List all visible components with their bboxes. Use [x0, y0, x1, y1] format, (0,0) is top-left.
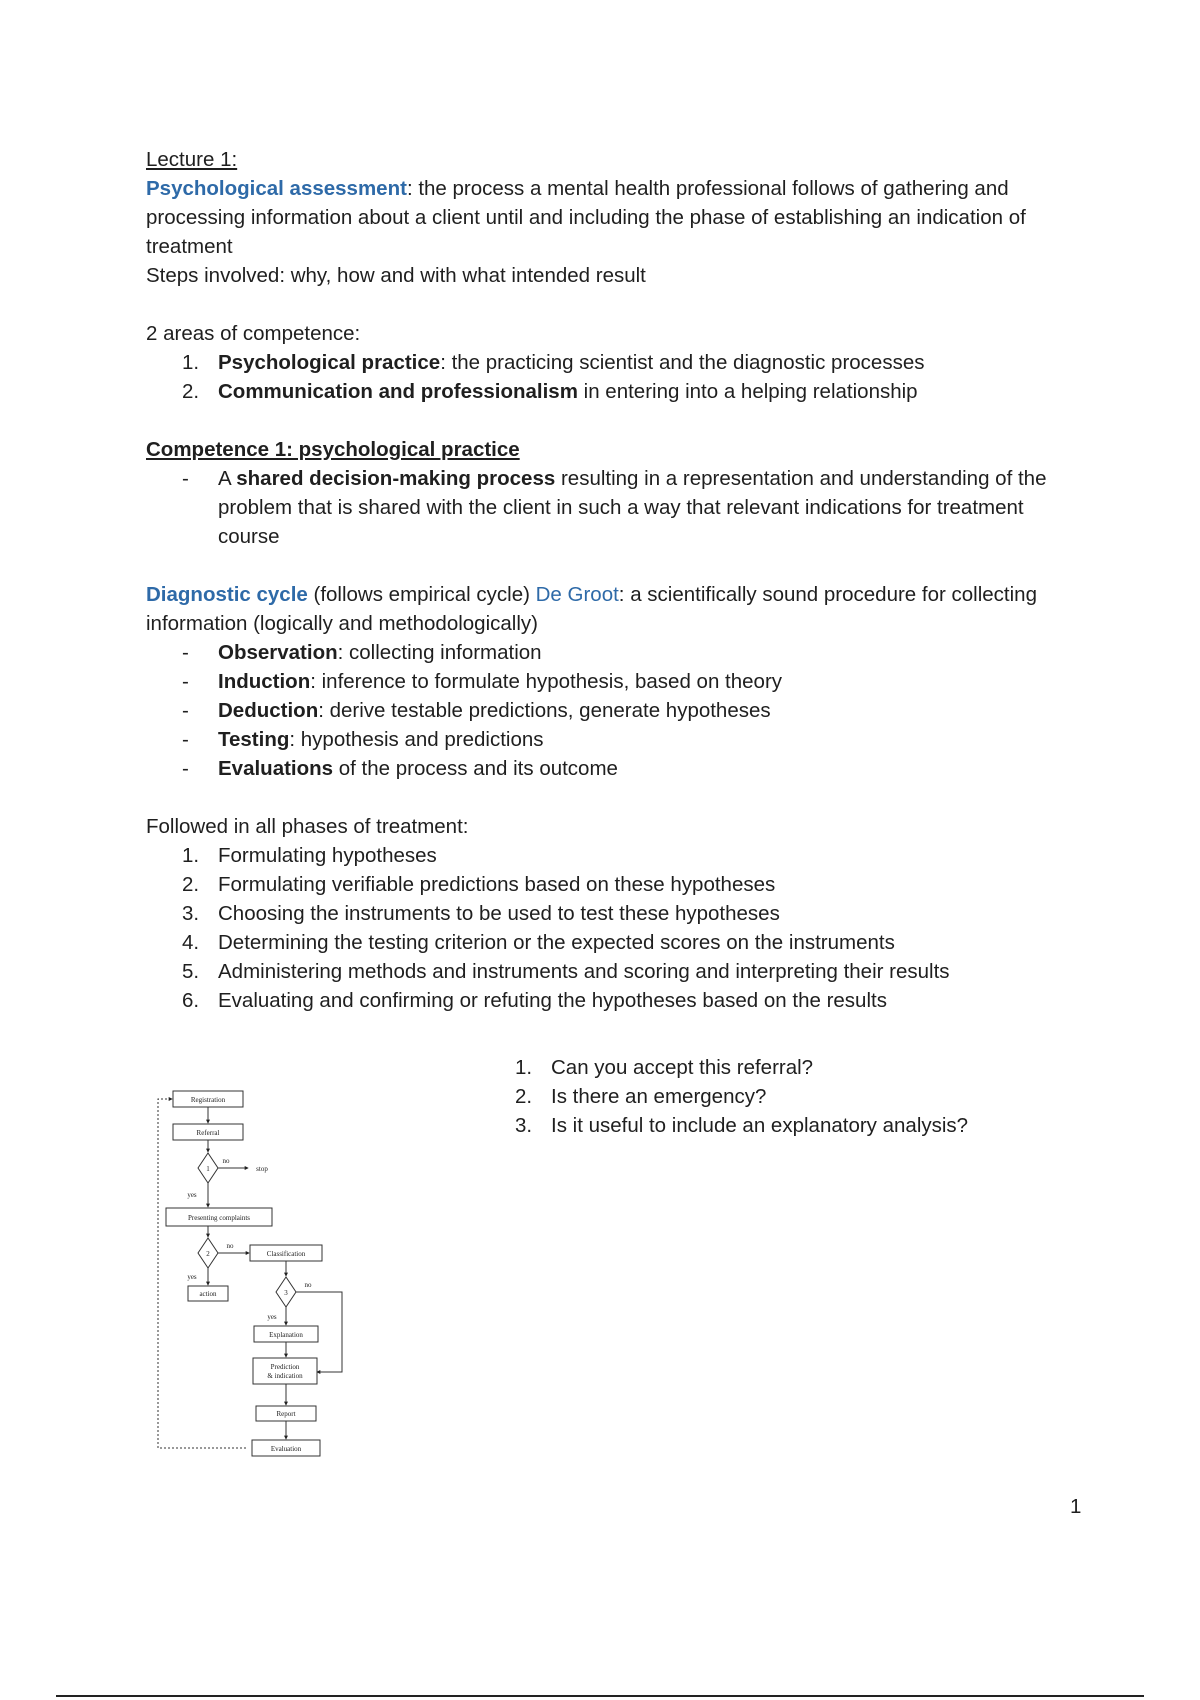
- phases-list: [146, 841, 1086, 1015]
- list-item: 2. Is there an emergency?: [515, 1085, 767, 1108]
- diagnostic-cycle-intro: Diagnostic cycle (follows empirical cycle) De Groot: a scientifically sound procedure for collecting information (logically and methodologically): [146, 583, 1037, 635]
- competence-areas-heading: 2 areas of competence:: [146, 322, 361, 345]
- list-item: - Evaluations of the process and its outcome: [182, 757, 618, 780]
- explanation-label: Explanation: [269, 1331, 303, 1339]
- phases-heading: Followed in all phases of treatment:: [146, 815, 469, 838]
- presenting-complaints-label: Presenting complaints: [187, 1214, 251, 1222]
- document-body: [146, 145, 1086, 1015]
- list-item: - Induction: inference to formulate hypothesis, based on theory: [182, 670, 783, 693]
- referral-label: Referral: [196, 1129, 220, 1137]
- list-item: 1. Can you accept this referral?: [515, 1056, 814, 1079]
- yes-3-label: yes: [267, 1313, 277, 1321]
- report-label: Report: [276, 1410, 296, 1418]
- diagnostic-cycle-steps: [146, 638, 1086, 783]
- page-number: 1: [1070, 1495, 1082, 1518]
- prediction-box: [253, 1358, 317, 1384]
- assessment-steps: Steps involved: why, how and with what intended result: [146, 264, 646, 287]
- classification-label: Classification: [266, 1250, 306, 1258]
- list-item: 2. Formulating verifiable predictions based on these hypotheses: [182, 873, 776, 896]
- de-groot-author: De Groot: [535, 583, 619, 606]
- action-label: action: [199, 1290, 217, 1298]
- list-item: - Testing: hypothesis and predictions: [182, 728, 544, 751]
- no-1-label: no: [222, 1157, 230, 1165]
- decision-3-label: 3: [284, 1289, 288, 1297]
- evaluation-label: Evaluation: [270, 1445, 302, 1453]
- referral-questions: [515, 1053, 1075, 1140]
- list-item: 4. Determining the testing criterion or the expected scores on the instruments: [182, 931, 895, 954]
- list-item: 1. Formulating hypotheses: [182, 844, 437, 867]
- footer-divider: [56, 1695, 1144, 1697]
- assessment-definition: Psychological assessment: the process a mental health professional follows of gathering and processing information about a client until and including the phase of establishing an indication of treatment: [146, 177, 1026, 258]
- diagnostic-flowchart: [150, 1083, 460, 1465]
- lecture-heading: Lecture 1:: [146, 148, 238, 171]
- list-item: - Observation: collecting information: [182, 641, 542, 664]
- list-item: 3. Is it useful to include an explanatory analysis?: [515, 1114, 969, 1137]
- competence-areas-list: [146, 348, 1086, 406]
- list-item: 3. Choosing the instruments to be used to test these hypotheses: [182, 902, 780, 925]
- stop-label: stop: [256, 1165, 268, 1173]
- assessment-term: Psychological assessment: [146, 177, 407, 200]
- list-item: 1. Psychological practice: the practicing scientist and the diagnostic processes: [182, 351, 925, 374]
- list-item: 6. Evaluating and confirming or refuting the hypotheses based on the results: [182, 989, 887, 1012]
- registration-label: Registration: [190, 1096, 226, 1104]
- yes-1-label: yes: [187, 1191, 197, 1199]
- list-item: 5. Administering methods and instruments and scoring and interpreting their results: [182, 960, 950, 983]
- decision-2-label: 2: [206, 1250, 210, 1258]
- no-2-label: no: [226, 1242, 234, 1250]
- diagnostic-cycle-term: Diagnostic cycle: [146, 583, 308, 606]
- flowchart-svg: [150, 1083, 460, 1465]
- feedback-loop-line: [158, 1099, 246, 1448]
- no-3-label: no: [304, 1281, 312, 1289]
- yes-2-label: yes: [187, 1273, 197, 1281]
- list-item: - Deduction: derive testable predictions, generate hypotheses: [182, 699, 771, 722]
- decision-1-label: 1: [206, 1165, 210, 1173]
- competence1-heading: Competence 1: psychological practice: [146, 438, 520, 461]
- competence1-list: [146, 464, 1086, 551]
- list-item: 2. Communication and professionalism in entering into a helping relationship: [182, 380, 918, 403]
- list-item: - A shared decision-making process resulting in a representation and understanding of the problem that is shared with the client in such a way that relevant indications for treatment course: [182, 467, 1047, 548]
- prediction-label-2: & indication: [267, 1372, 303, 1380]
- prediction-label-1: Prediction: [270, 1363, 300, 1371]
